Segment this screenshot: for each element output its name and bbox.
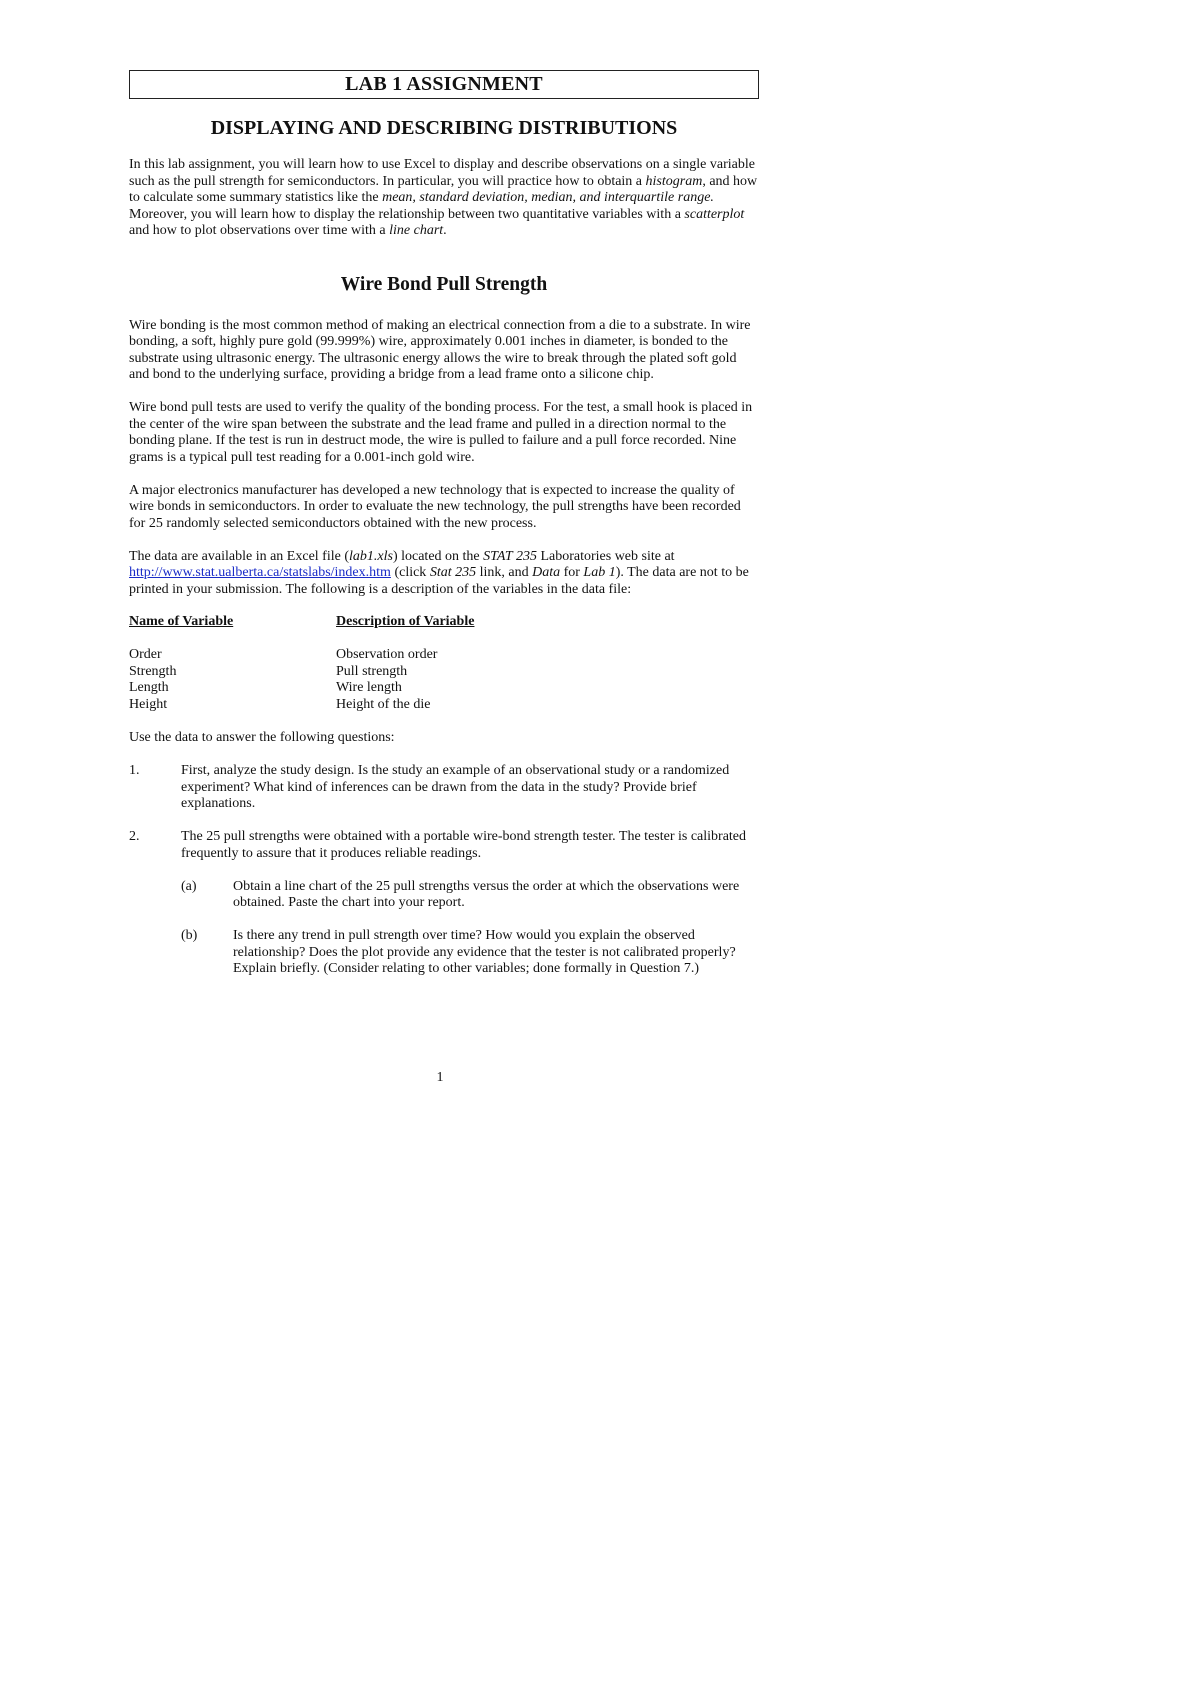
intro-paragraph <box>129 157 759 240</box>
paragraph-new-technology: A major electronics manufacturer has developed a new technology that is expected to increase the quality of wire bonds in semiconductors. In order to evaluate the new technology, the pull strengths have been recorded for 25 randomly selected semiconductors obtained with the new process. <box>129 482 741 531</box>
data-text-4: (click <box>390 565 430 580</box>
subquestion-text: Obtain a line chart of the 25 pull strengths versus the order at which the observations were obtained. Paste the chart into your report. <box>233 878 740 910</box>
question-item <box>129 829 759 862</box>
variable-description: Wire length <box>336 680 402 695</box>
header-name-of-variable: Name of Variable <box>129 614 234 629</box>
subquestion-text: Is there any trend in pull strength over time? How would you explain the observed relationship? Does the plot provide any evidence that the tester is not calibrated properly? Explain briefly. (Consider relating to other variables; done formally in Question 7.) <box>233 928 736 976</box>
paragraph-pull-tests: Wire bond pull tests are used to verify the quality of the bonding process. For the test, a small hook is placed in the center of the wire span between the substrate and the lead frame and pulled in a direction normal to the bonding plane. If the test is run in destruct mode, the wire is pulled to failure and a pull force recorded. Nine grams is a typical pull test reading for a 0.001-inch gold wire. <box>129 400 753 465</box>
variable-name: Height <box>129 696 168 712</box>
page-number: 1 <box>436 1070 444 1085</box>
intro-italic-histogram: histogram <box>645 173 703 189</box>
question-item <box>129 763 759 813</box>
data-text-1: The data are available in an Excel file ( <box>129 548 349 564</box>
section-title: Wire Bond Pull Strength <box>340 273 548 295</box>
intro-text-3: Moreover, you will learn how to display the relationship between two quantitative variables with a <box>129 206 685 222</box>
data-italic-lab: Lab 1 <box>583 565 616 580</box>
variable-name: Strength <box>129 663 177 679</box>
variable-description: Height of the die <box>336 696 431 712</box>
statslabs-link[interactable]: http://www.stat.ualberta.ca/statslabs/index.htm <box>129 565 391 580</box>
intro-italic-statistics: mean, standard deviation, median, and interquartile range. <box>382 190 714 205</box>
subquestion-item <box>181 928 759 978</box>
question-number: 1. <box>129 763 140 778</box>
subquestion-item <box>181 879 759 912</box>
subquestion-label: (a) <box>181 878 197 894</box>
table-row <box>129 697 759 714</box>
data-italic-filename: lab1.xls <box>349 548 393 564</box>
intro-italic-scatterplot: scatterplot <box>684 206 745 222</box>
intro-text-2: , and how to calculate some summary statistics like the <box>129 173 758 205</box>
intro-text-4: and how to plot observations over time with a <box>129 223 390 238</box>
questions-list <box>129 763 759 978</box>
header-description-of-variable: Description of Variable <box>336 614 475 629</box>
question-number: 2. <box>129 829 140 844</box>
lab-title: LAB 1 ASSIGNMENT <box>129 70 759 99</box>
use-data-instruction: Use the data to answer the following questions: <box>129 729 395 745</box>
data-text-7: ). The data are not to be printed in your submission. The following is a description of the variables in the data file: <box>129 565 749 597</box>
variable-name: Length <box>129 680 169 695</box>
subquestion-label: (b) <box>181 928 198 943</box>
data-italic-course: STAT 235 <box>483 548 537 564</box>
paragraph-wire-bonding: Wire bonding is the most common method of making an electrical connection from a die to a substrate. In wire bonding, a soft, highly pure gold (99.999%) wire, approximately 0.001 inches in diameter, is bonded to the substrate using ultrasonic energy. The ultrasonic energy allows the wire to break through the plated soft gold and bond to the underlying surface, providing a bridge from a lead frame onto a silicone chip. <box>129 317 751 382</box>
variables-table <box>129 614 759 713</box>
intro-italic-line-chart: line chart <box>389 223 444 238</box>
document-page <box>129 70 759 978</box>
intro-text-1: In this lab assignment, you will learn how to use Excel to display and describe observations on a single variable such as the pull strength for semiconductors. In particular, you will practice how to obtain a <box>129 157 755 189</box>
table-row <box>129 664 759 681</box>
data-text-3: Laboratories web site at <box>536 548 675 564</box>
paragraph-data-availability <box>129 549 759 599</box>
question-text: The 25 pull strengths were obtained with a portable wire-bond strength tester. The tester is calibrated frequently to assure that it produces reliable readings. <box>181 829 747 861</box>
variables-header-row <box>129 614 759 631</box>
question-text: First, analyze the study design. Is the study an example of an observational study or a randomized experiment? What kind of inferences can be drawn from the data in the study? Provide brief explanations. <box>181 763 730 811</box>
variable-description: Pull strength <box>336 663 408 679</box>
data-text-5: link, and <box>476 565 533 580</box>
variable-description: Observation order <box>336 647 438 662</box>
data-italic-course-link: Stat 235 <box>429 565 477 580</box>
variable-name: Order <box>129 647 162 662</box>
data-text-6: for <box>560 565 584 580</box>
table-row <box>129 680 759 697</box>
document-subtitle: DISPLAYING AND DESCRIBING DISTRIBUTIONS <box>210 117 678 139</box>
data-italic-data: Data <box>532 565 561 580</box>
intro-text-5: . <box>443 223 447 238</box>
data-text-2: ) located on the <box>392 548 484 564</box>
table-row <box>129 647 759 664</box>
